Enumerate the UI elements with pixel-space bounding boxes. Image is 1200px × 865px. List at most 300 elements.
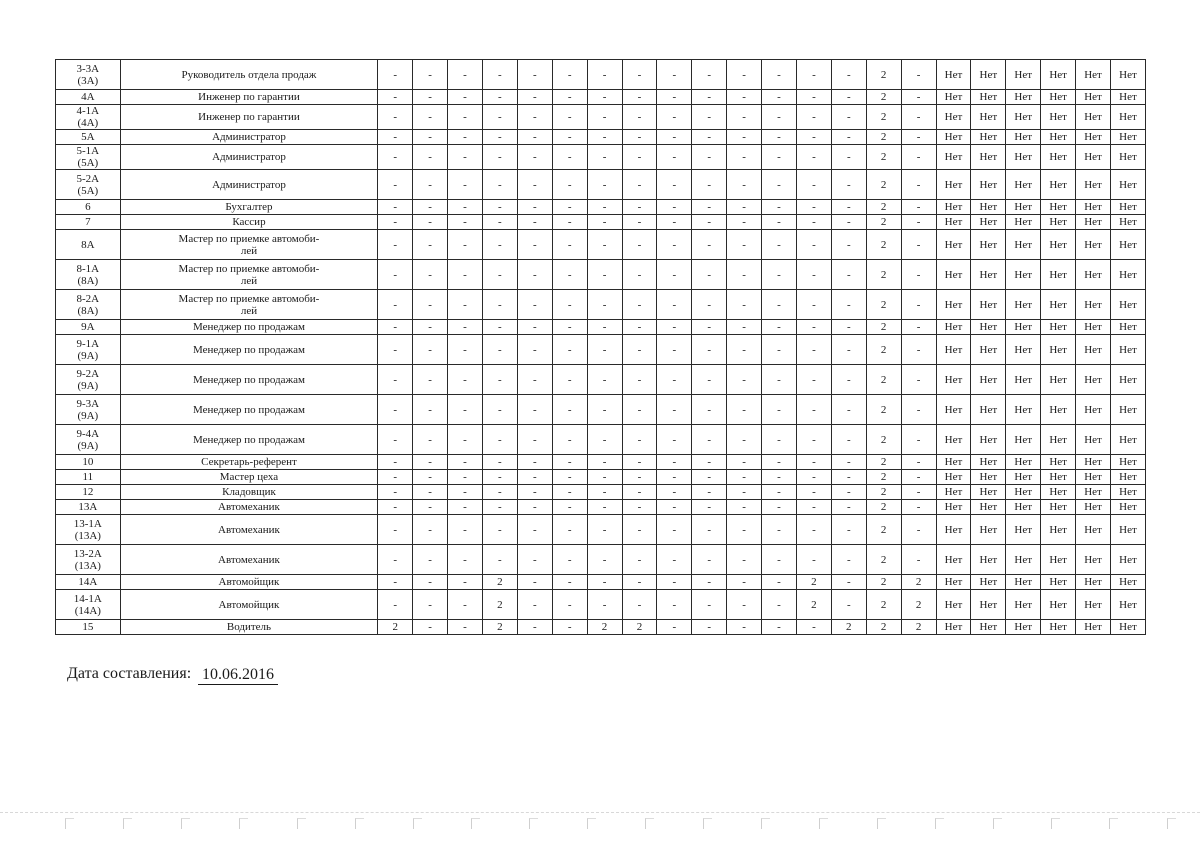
row-value-cell: - xyxy=(552,335,587,365)
row-value-cell: - xyxy=(413,105,448,130)
row-value-cell: 2 xyxy=(866,620,901,635)
row-value-cell: 2 xyxy=(866,425,901,455)
row-value-cell: - xyxy=(762,60,797,90)
row-code-cell: 9-1А (9А) xyxy=(56,335,121,365)
row-value-cell: Нет xyxy=(1076,260,1111,290)
row-value-cell: - xyxy=(587,455,622,470)
row-value-cell: Нет xyxy=(1110,515,1145,545)
row-value-cell: - xyxy=(901,395,936,425)
row-value-cell: 2 xyxy=(866,105,901,130)
row-value-cell: - xyxy=(796,230,831,260)
row-value-cell: - xyxy=(692,575,727,590)
row-value-cell: - xyxy=(378,170,413,200)
row-value-cell: - xyxy=(552,470,587,485)
row-value-cell: Нет xyxy=(1076,290,1111,320)
table-row xyxy=(56,230,1146,260)
row-value-cell: - xyxy=(448,470,483,485)
row-value-cell: - xyxy=(587,365,622,395)
row-value-cell: Нет xyxy=(971,200,1006,215)
table-row xyxy=(56,485,1146,500)
row-value-cell: - xyxy=(692,365,727,395)
row-value-cell: Нет xyxy=(1076,60,1111,90)
row-value-cell: - xyxy=(552,395,587,425)
row-position-cell: Менеджер по продажам xyxy=(120,425,378,455)
row-value-cell: - xyxy=(448,130,483,145)
row-value-cell: Нет xyxy=(1076,90,1111,105)
row-value-cell: Нет xyxy=(1041,425,1076,455)
table-row xyxy=(56,515,1146,545)
row-value-cell: - xyxy=(587,320,622,335)
row-value-cell: - xyxy=(622,320,657,335)
row-value-cell: Нет xyxy=(971,395,1006,425)
row-value-cell: - xyxy=(482,90,517,105)
row-value-cell: - xyxy=(482,515,517,545)
row-value-cell: - xyxy=(448,395,483,425)
row-value-cell: Нет xyxy=(1041,145,1076,170)
row-value-cell: Нет xyxy=(1006,215,1041,230)
row-value-cell: Нет xyxy=(936,145,971,170)
row-value-cell: Нет xyxy=(936,290,971,320)
row-code-cell: 12 xyxy=(56,485,121,500)
row-value-cell: - xyxy=(727,60,762,90)
row-value-cell: 2 xyxy=(866,130,901,145)
row-value-cell: - xyxy=(517,60,552,90)
row-value-cell: - xyxy=(796,500,831,515)
row-value-cell: - xyxy=(482,260,517,290)
row-value-cell: Нет xyxy=(1110,170,1145,200)
row-value-cell: Нет xyxy=(1110,60,1145,90)
row-value-cell: - xyxy=(517,470,552,485)
row-value-cell: - xyxy=(692,130,727,145)
row-value-cell: - xyxy=(762,105,797,130)
row-value-cell: Нет xyxy=(936,590,971,620)
row-value-cell: Нет xyxy=(971,365,1006,395)
row-value-cell: - xyxy=(657,575,692,590)
row-value-cell: Нет xyxy=(1076,500,1111,515)
row-value-cell: 2 xyxy=(866,320,901,335)
row-code-cell: 4А xyxy=(56,90,121,105)
row-value-cell: - xyxy=(796,365,831,395)
row-value-cell: Нет xyxy=(1006,515,1041,545)
row-value-cell: 2 xyxy=(866,455,901,470)
row-value-cell: - xyxy=(657,90,692,105)
row-value-cell: Нет xyxy=(1110,455,1145,470)
table-row xyxy=(56,425,1146,455)
row-value-cell: Нет xyxy=(1110,90,1145,105)
row-value-cell: - xyxy=(552,200,587,215)
row-value-cell: - xyxy=(413,90,448,105)
row-value-cell: - xyxy=(796,215,831,230)
row-value-cell: 2 xyxy=(866,515,901,545)
row-value-cell: - xyxy=(901,365,936,395)
row-value-cell: - xyxy=(413,425,448,455)
row-value-cell: - xyxy=(727,620,762,635)
row-value-cell: - xyxy=(517,90,552,105)
row-value-cell: - xyxy=(587,500,622,515)
row-value-cell: - xyxy=(762,230,797,260)
row-value-cell: Нет xyxy=(1110,575,1145,590)
scan-tick-mark xyxy=(761,818,770,829)
row-value-cell: - xyxy=(657,60,692,90)
row-value-cell: 2 xyxy=(866,485,901,500)
row-value-cell: - xyxy=(901,130,936,145)
row-value-cell: Нет xyxy=(1110,365,1145,395)
row-value-cell: - xyxy=(762,620,797,635)
row-value-cell: Нет xyxy=(1076,620,1111,635)
row-value-cell: - xyxy=(448,320,483,335)
row-value-cell: - xyxy=(587,575,622,590)
row-value-cell: 2 xyxy=(866,60,901,90)
row-value-cell: - xyxy=(482,320,517,335)
row-value-cell: - xyxy=(622,575,657,590)
row-value-cell: - xyxy=(552,515,587,545)
row-value-cell: Нет xyxy=(936,470,971,485)
row-value-cell: - xyxy=(796,320,831,335)
row-value-cell: Нет xyxy=(1006,170,1041,200)
row-value-cell: - xyxy=(448,170,483,200)
row-value-cell: - xyxy=(378,90,413,105)
row-value-cell: - xyxy=(413,575,448,590)
row-value-cell: - xyxy=(657,105,692,130)
row-value-cell: Нет xyxy=(936,260,971,290)
row-value-cell: 2 xyxy=(866,365,901,395)
row-value-cell: - xyxy=(517,425,552,455)
row-value-cell: - xyxy=(587,425,622,455)
row-value-cell: Нет xyxy=(971,60,1006,90)
row-value-cell: - xyxy=(413,590,448,620)
row-value-cell: 2 xyxy=(622,620,657,635)
row-value-cell: - xyxy=(796,105,831,130)
scan-tick-mark xyxy=(471,818,480,829)
row-code-cell: 13-1А (13А) xyxy=(56,515,121,545)
row-value-cell: Нет xyxy=(1076,470,1111,485)
row-value-cell: - xyxy=(552,455,587,470)
row-position-cell: Менеджер по продажам xyxy=(120,335,378,365)
row-value-cell: - xyxy=(692,470,727,485)
row-value-cell: - xyxy=(622,500,657,515)
row-value-cell: - xyxy=(378,500,413,515)
row-value-cell: - xyxy=(413,500,448,515)
row-value-cell: Нет xyxy=(936,485,971,500)
row-value-cell: - xyxy=(413,470,448,485)
row-value-cell: - xyxy=(552,290,587,320)
table-row xyxy=(56,500,1146,515)
row-value-cell: - xyxy=(587,130,622,145)
row-value-cell: - xyxy=(587,145,622,170)
row-value-cell: - xyxy=(622,215,657,230)
row-value-cell: - xyxy=(762,170,797,200)
row-value-cell: - xyxy=(517,170,552,200)
row-value-cell: 2 xyxy=(378,620,413,635)
row-value-cell: Нет xyxy=(1110,320,1145,335)
row-value-cell: Нет xyxy=(1076,575,1111,590)
row-value-cell: - xyxy=(378,320,413,335)
row-value-cell: - xyxy=(796,200,831,215)
scan-tick-mark xyxy=(239,818,248,829)
row-value-cell: - xyxy=(831,575,866,590)
row-value-cell: Нет xyxy=(936,60,971,90)
row-value-cell: - xyxy=(692,485,727,500)
row-value-cell: - xyxy=(517,365,552,395)
row-value-cell: Нет xyxy=(1006,620,1041,635)
row-value-cell: - xyxy=(517,130,552,145)
row-value-cell: Нет xyxy=(1110,230,1145,260)
row-value-cell: Нет xyxy=(971,545,1006,575)
row-value-cell: - xyxy=(413,290,448,320)
row-value-cell: Нет xyxy=(1076,215,1111,230)
row-value-cell: - xyxy=(517,620,552,635)
row-value-cell: Нет xyxy=(1110,395,1145,425)
row-value-cell: - xyxy=(831,365,866,395)
scan-tick-mark xyxy=(1167,818,1176,829)
row-value-cell: - xyxy=(692,500,727,515)
row-value-cell: - xyxy=(587,105,622,130)
row-value-cell: Нет xyxy=(971,90,1006,105)
row-value-cell: - xyxy=(482,470,517,485)
table-row xyxy=(56,395,1146,425)
row-value-cell: Нет xyxy=(1041,290,1076,320)
row-value-cell: - xyxy=(517,105,552,130)
row-value-cell: Нет xyxy=(936,335,971,365)
row-value-cell: 2 xyxy=(866,590,901,620)
row-value-cell: Нет xyxy=(1006,485,1041,500)
row-value-cell: 2 xyxy=(901,575,936,590)
row-value-cell: - xyxy=(552,215,587,230)
row-value-cell: 2 xyxy=(482,575,517,590)
table-row xyxy=(56,90,1146,105)
row-value-cell: - xyxy=(762,575,797,590)
row-value-cell: Нет xyxy=(1110,215,1145,230)
row-value-cell: - xyxy=(657,320,692,335)
row-value-cell: - xyxy=(517,545,552,575)
row-value-cell: Нет xyxy=(971,575,1006,590)
row-value-cell: - xyxy=(831,425,866,455)
row-value-cell: Нет xyxy=(971,620,1006,635)
row-value-cell: - xyxy=(482,335,517,365)
scan-tick-mark xyxy=(181,818,190,829)
table-row xyxy=(56,290,1146,320)
row-value-cell: Нет xyxy=(971,335,1006,365)
row-value-cell: - xyxy=(796,455,831,470)
row-value-cell: 2 xyxy=(866,260,901,290)
row-value-cell: 2 xyxy=(866,575,901,590)
row-value-cell: 2 xyxy=(866,215,901,230)
row-value-cell: Нет xyxy=(1006,260,1041,290)
row-code-cell: 8-2А (8А) xyxy=(56,290,121,320)
row-value-cell: Нет xyxy=(1110,105,1145,130)
row-value-cell: - xyxy=(552,545,587,575)
row-value-cell: - xyxy=(622,145,657,170)
row-value-cell: - xyxy=(552,145,587,170)
row-value-cell: - xyxy=(482,105,517,130)
table-body xyxy=(56,60,1146,635)
row-value-cell: - xyxy=(378,395,413,425)
row-value-cell: Нет xyxy=(971,170,1006,200)
row-value-cell: Нет xyxy=(1041,105,1076,130)
date-value: 10.06.2016 xyxy=(198,665,278,685)
row-value-cell: - xyxy=(378,365,413,395)
row-value-cell: - xyxy=(587,260,622,290)
row-position-cell: Менеджер по продажам xyxy=(120,395,378,425)
row-value-cell: - xyxy=(692,320,727,335)
row-value-cell: - xyxy=(622,230,657,260)
row-value-cell: 2 xyxy=(901,590,936,620)
row-value-cell: - xyxy=(482,365,517,395)
row-value-cell: - xyxy=(657,290,692,320)
row-value-cell: - xyxy=(727,145,762,170)
row-value-cell: Нет xyxy=(1006,425,1041,455)
row-value-cell: Нет xyxy=(936,620,971,635)
row-value-cell: Нет xyxy=(1041,620,1076,635)
row-value-cell: - xyxy=(727,575,762,590)
row-value-cell: - xyxy=(727,365,762,395)
row-value-cell: Нет xyxy=(971,260,1006,290)
row-value-cell: - xyxy=(657,620,692,635)
row-value-cell: - xyxy=(727,335,762,365)
row-value-cell: - xyxy=(796,130,831,145)
row-value-cell: - xyxy=(727,290,762,320)
row-value-cell: Нет xyxy=(1041,130,1076,145)
row-value-cell: Нет xyxy=(1006,200,1041,215)
row-value-cell: Нет xyxy=(936,365,971,395)
row-value-cell: - xyxy=(517,575,552,590)
row-position-cell: Инженер по гарантии xyxy=(120,105,378,130)
row-value-cell: Нет xyxy=(936,90,971,105)
row-value-cell: Нет xyxy=(1041,60,1076,90)
row-value-cell: Нет xyxy=(1006,60,1041,90)
row-value-cell: 2 xyxy=(866,170,901,200)
row-value-cell: - xyxy=(448,515,483,545)
row-position-cell: Инженер по гарантии xyxy=(120,90,378,105)
table-row xyxy=(56,105,1146,130)
table-row xyxy=(56,365,1146,395)
row-value-cell: - xyxy=(796,620,831,635)
table-row xyxy=(56,455,1146,470)
row-value-cell: - xyxy=(413,200,448,215)
row-value-cell: - xyxy=(622,200,657,215)
row-value-cell: Нет xyxy=(1006,320,1041,335)
row-value-cell: Нет xyxy=(936,425,971,455)
row-value-cell: - xyxy=(587,485,622,500)
row-value-cell: Нет xyxy=(936,200,971,215)
row-value-cell: - xyxy=(692,200,727,215)
row-value-cell: - xyxy=(831,230,866,260)
row-value-cell: - xyxy=(831,260,866,290)
row-value-cell: - xyxy=(448,200,483,215)
row-value-cell: - xyxy=(622,260,657,290)
row-value-cell: - xyxy=(727,130,762,145)
row-value-cell: - xyxy=(413,545,448,575)
row-value-cell: - xyxy=(727,455,762,470)
row-value-cell: - xyxy=(448,455,483,470)
row-value-cell: - xyxy=(482,215,517,230)
row-value-cell: - xyxy=(692,60,727,90)
row-value-cell: - xyxy=(517,335,552,365)
row-value-cell: - xyxy=(482,500,517,515)
row-value-cell: - xyxy=(796,485,831,500)
row-value-cell: - xyxy=(482,230,517,260)
row-value-cell: - xyxy=(796,290,831,320)
row-value-cell: Нет xyxy=(936,500,971,515)
row-value-cell: - xyxy=(552,365,587,395)
row-code-cell: 9-4А (9А) xyxy=(56,425,121,455)
row-value-cell: - xyxy=(727,90,762,105)
row-code-cell: 9А xyxy=(56,320,121,335)
row-value-cell: - xyxy=(482,425,517,455)
row-value-cell: Нет xyxy=(1076,320,1111,335)
row-value-cell: - xyxy=(657,260,692,290)
row-value-cell: 2 xyxy=(587,620,622,635)
row-value-cell: - xyxy=(378,545,413,575)
row-value-cell: - xyxy=(831,335,866,365)
row-position-cell: Мастер цеха xyxy=(120,470,378,485)
row-value-cell: - xyxy=(378,215,413,230)
row-value-cell: - xyxy=(552,320,587,335)
row-value-cell: - xyxy=(413,260,448,290)
row-value-cell: - xyxy=(622,90,657,105)
row-value-cell: Нет xyxy=(971,130,1006,145)
row-value-cell: - xyxy=(727,545,762,575)
row-value-cell: - xyxy=(482,290,517,320)
row-position-cell: Администратор xyxy=(120,145,378,170)
row-value-cell: Нет xyxy=(1041,200,1076,215)
row-position-cell: Автомойщик xyxy=(120,590,378,620)
row-value-cell: - xyxy=(657,470,692,485)
row-code-cell: 7 xyxy=(56,215,121,230)
row-value-cell: - xyxy=(762,455,797,470)
row-value-cell: - xyxy=(762,395,797,425)
row-value-cell: Нет xyxy=(1041,575,1076,590)
row-value-cell: - xyxy=(622,455,657,470)
row-value-cell: 2 xyxy=(866,145,901,170)
row-value-cell: - xyxy=(831,145,866,170)
row-value-cell: - xyxy=(762,470,797,485)
row-value-cell: - xyxy=(762,290,797,320)
row-value-cell: - xyxy=(413,485,448,500)
row-value-cell: - xyxy=(413,620,448,635)
row-value-cell: - xyxy=(692,230,727,260)
row-code-cell: 9-3А (9А) xyxy=(56,395,121,425)
row-value-cell: - xyxy=(727,200,762,215)
row-value-cell: - xyxy=(413,395,448,425)
row-value-cell: 2 xyxy=(866,545,901,575)
row-value-cell: - xyxy=(587,545,622,575)
row-value-cell: - xyxy=(448,590,483,620)
row-value-cell: - xyxy=(831,515,866,545)
scan-tick-mark xyxy=(993,818,1002,829)
row-value-cell: - xyxy=(378,575,413,590)
row-value-cell: - xyxy=(657,545,692,575)
row-value-cell: - xyxy=(482,145,517,170)
row-value-cell: - xyxy=(482,60,517,90)
row-value-cell: - xyxy=(482,455,517,470)
row-value-cell: 2 xyxy=(866,395,901,425)
scan-edge-strip xyxy=(0,812,1200,835)
row-value-cell: - xyxy=(796,425,831,455)
row-value-cell: Нет xyxy=(936,395,971,425)
row-value-cell: - xyxy=(796,145,831,170)
row-value-cell: - xyxy=(622,470,657,485)
row-value-cell: - xyxy=(692,145,727,170)
row-value-cell: Нет xyxy=(1110,620,1145,635)
row-value-cell: - xyxy=(448,105,483,130)
row-value-cell: Нет xyxy=(1076,230,1111,260)
row-value-cell: 2 xyxy=(831,620,866,635)
row-value-cell: Нет xyxy=(1110,425,1145,455)
row-value-cell: - xyxy=(901,215,936,230)
row-value-cell: - xyxy=(587,60,622,90)
row-value-cell: - xyxy=(762,335,797,365)
